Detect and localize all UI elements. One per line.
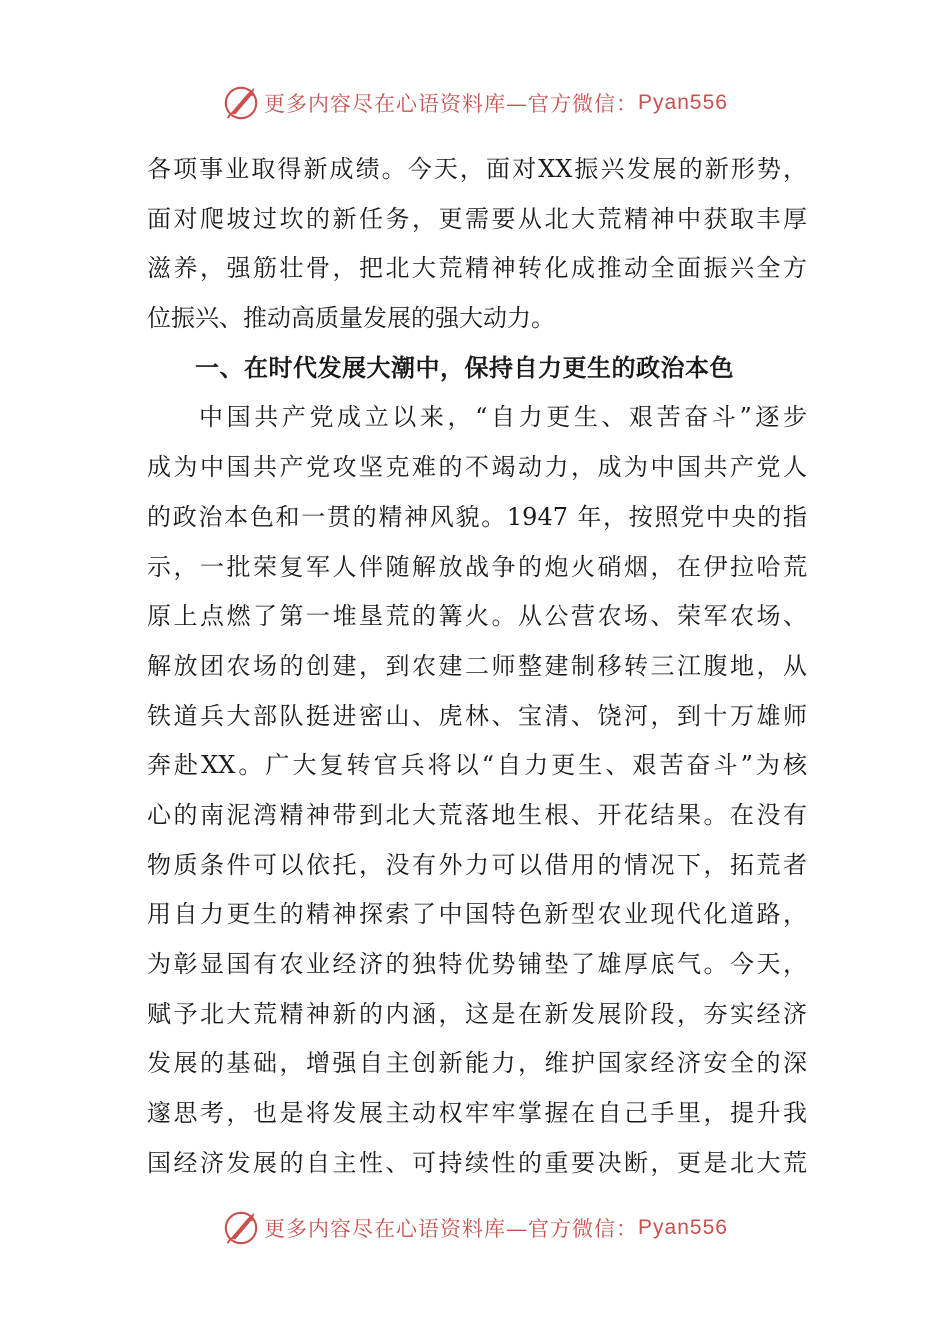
- text-line: 物质条件可以依托，没有外力可以借用的情况下，拓荒者: [147, 850, 807, 879]
- watermark-text: 更多内容尽在心语资料库—官方微信：: [264, 92, 639, 116]
- text-line: 成为中国共产党攻坚克难的不竭动力，成为中国共产党人: [147, 453, 807, 482]
- text-line: 各项事业取得新成绩。今天，面对XX振兴发展的新形势，: [147, 155, 807, 183]
- text-line: 赋予北大荒精神新的内涵，这是在新发展阶段，夯实经济: [147, 999, 807, 1028]
- text-line: 铁道兵大部队挺进密山、虎林、宝清、饶河，到十万雄师: [147, 701, 807, 730]
- watermark-wechat-id: Pyan556: [638, 91, 728, 114]
- text-line: 为彰显国有农业经济的独特优势铺垫了雄厚底气。今天，: [147, 950, 807, 978]
- text-line: 邃思考，也是将发展主动权牢牢掌握在自己手里，提升我: [147, 1099, 807, 1128]
- section-heading: 一、在时代发展大潮中，保持自力更生的政治本色: [195, 353, 734, 382]
- text-line: 示，一批荣复军人伴随解放战争的炮火硝烟，在伊拉哈荒: [147, 552, 807, 581]
- quill-pen-icon: [222, 84, 260, 122]
- document-body: [147, 145, 807, 1188]
- watermark-text: 更多内容尽在心语资料库—官方微信：: [264, 1217, 639, 1241]
- text-line: 发展的基础，增强自主创新能力，维护国家经济安全的深: [147, 1049, 807, 1078]
- text-line: 中国共产党成立以来，“自力更生、艰苦奋斗”逐步: [199, 403, 807, 432]
- text-line: 原上点燃了第一堆垦荒的篝火。从公营农场、荣军农场、: [147, 602, 807, 631]
- text-line: 面对爬坡过坎的新任务，更需要从北大荒精神中获取丰厚: [147, 204, 807, 233]
- header-watermark: [0, 80, 950, 126]
- text-line: 解放团农场的创建，到农建二师整建制移转三江腹地，从: [147, 651, 807, 680]
- text-line: 国经济发展的自主性、可持续性的重要决断，更是北大荒: [147, 1148, 807, 1177]
- quill-pen-icon: [222, 1209, 260, 1247]
- text-line: 用自力更生的精神探索了中国特色新型农业现代化道路，: [147, 900, 807, 929]
- text-line: 心的南泥湾精神带到北大荒落地生根、开花结果。在没有: [147, 800, 807, 829]
- text-line: 位振兴、推动高质量发展的强大动力。: [147, 304, 555, 333]
- text-line: 的政治本色和一贯的精神风貌。1947 年，按照党中央的指: [147, 502, 807, 531]
- text-line: 奔赴XX。广大复转官兵将以“自力更生、艰苦奋斗”为核: [147, 751, 807, 780]
- watermark-wechat-id: Pyan556: [638, 1216, 728, 1239]
- text-line: 滋养，强筋壮骨，把北大荒精神转化成推动全面振兴全方: [147, 254, 807, 283]
- footer-watermark: [0, 1205, 950, 1251]
